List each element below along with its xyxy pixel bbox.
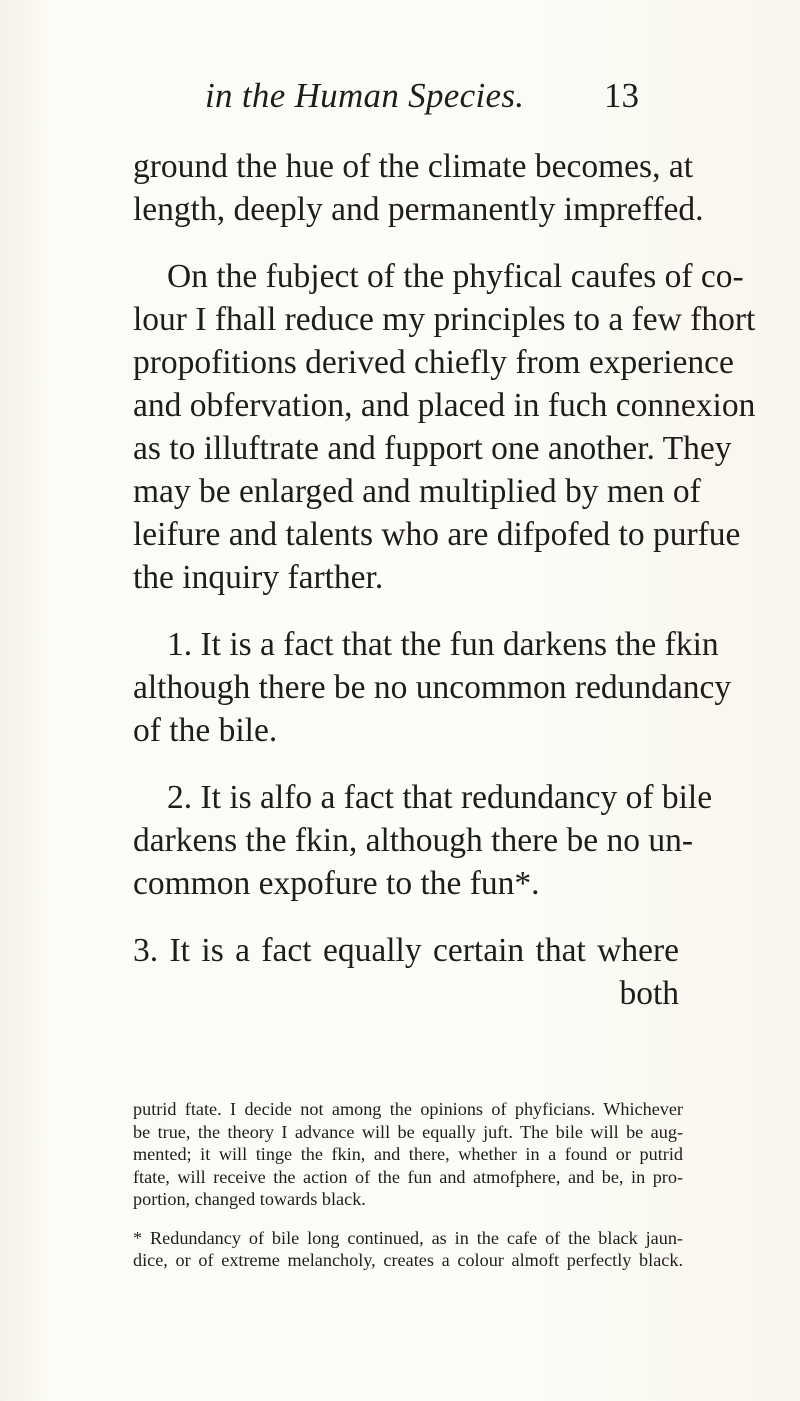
running-head (0, 70, 800, 120)
footnote-line: mented; it will tinge the fkin, and there, whether in a found or putrid (133, 1144, 683, 1164)
footnote-line: ftate, will receive the action of the fun and atmofphere, and be, in pro- (133, 1166, 683, 1187)
text-line: as to illuftrate and fupport one another. They (133, 430, 732, 467)
text-line: On the fubject of the phyfical caufes of co- (167, 258, 744, 295)
page-number: 13 (604, 76, 639, 115)
footnote-line: putrid ftate. I decide not among the opinions of phyficians. Whichever (133, 1099, 683, 1119)
text-line: of the bile. (133, 712, 278, 749)
running-title: in the Human Species. (205, 76, 525, 115)
footnote-line: * Redundancy of bile long continued, as in the cafe of the black jaun- (133, 1227, 683, 1248)
text-line: darkens the fkin, although there be no un- (133, 822, 694, 859)
text-line: 2. It is alfo a fact that redundancy of bile (167, 779, 713, 816)
catchword: both (619, 975, 679, 1012)
text-line: 1. It is a fact that the fun darkens the fkin (167, 626, 719, 663)
footnote-line: portion, changed towards black. (133, 1189, 366, 1209)
footnotes (133, 1098, 683, 1272)
text-line: ground the hue of the climate becomes, at (133, 148, 693, 185)
text-line: although there be no uncommon redundancy (133, 669, 732, 706)
text-line: length, deeply and permanently impreffed. (133, 191, 704, 228)
text-line: the inquiry farther. (133, 559, 384, 596)
text-line: may be enlarged and multiplied by men of (133, 473, 701, 510)
text-line: lour I fhall reduce my principles to a few fhort (133, 301, 756, 338)
body-text (133, 145, 756, 1015)
footnote-line: be true, the theory I advance will be equally juft. The bile will be aug- (133, 1121, 683, 1142)
text-line: 3. It is a fact equally certain that where (133, 932, 679, 969)
text-line: leifure and talents who are difpofed to purfue (133, 516, 741, 553)
text-line: and obfervation, and placed in fuch connexion (133, 387, 756, 424)
footnote-line: dice, or of extreme melancholy, creates a colour almoft perfectly black. (133, 1250, 683, 1270)
text-line: propofitions derived chiefly from experience (133, 344, 734, 381)
text-line: common expofure to the fun*. (133, 865, 540, 902)
